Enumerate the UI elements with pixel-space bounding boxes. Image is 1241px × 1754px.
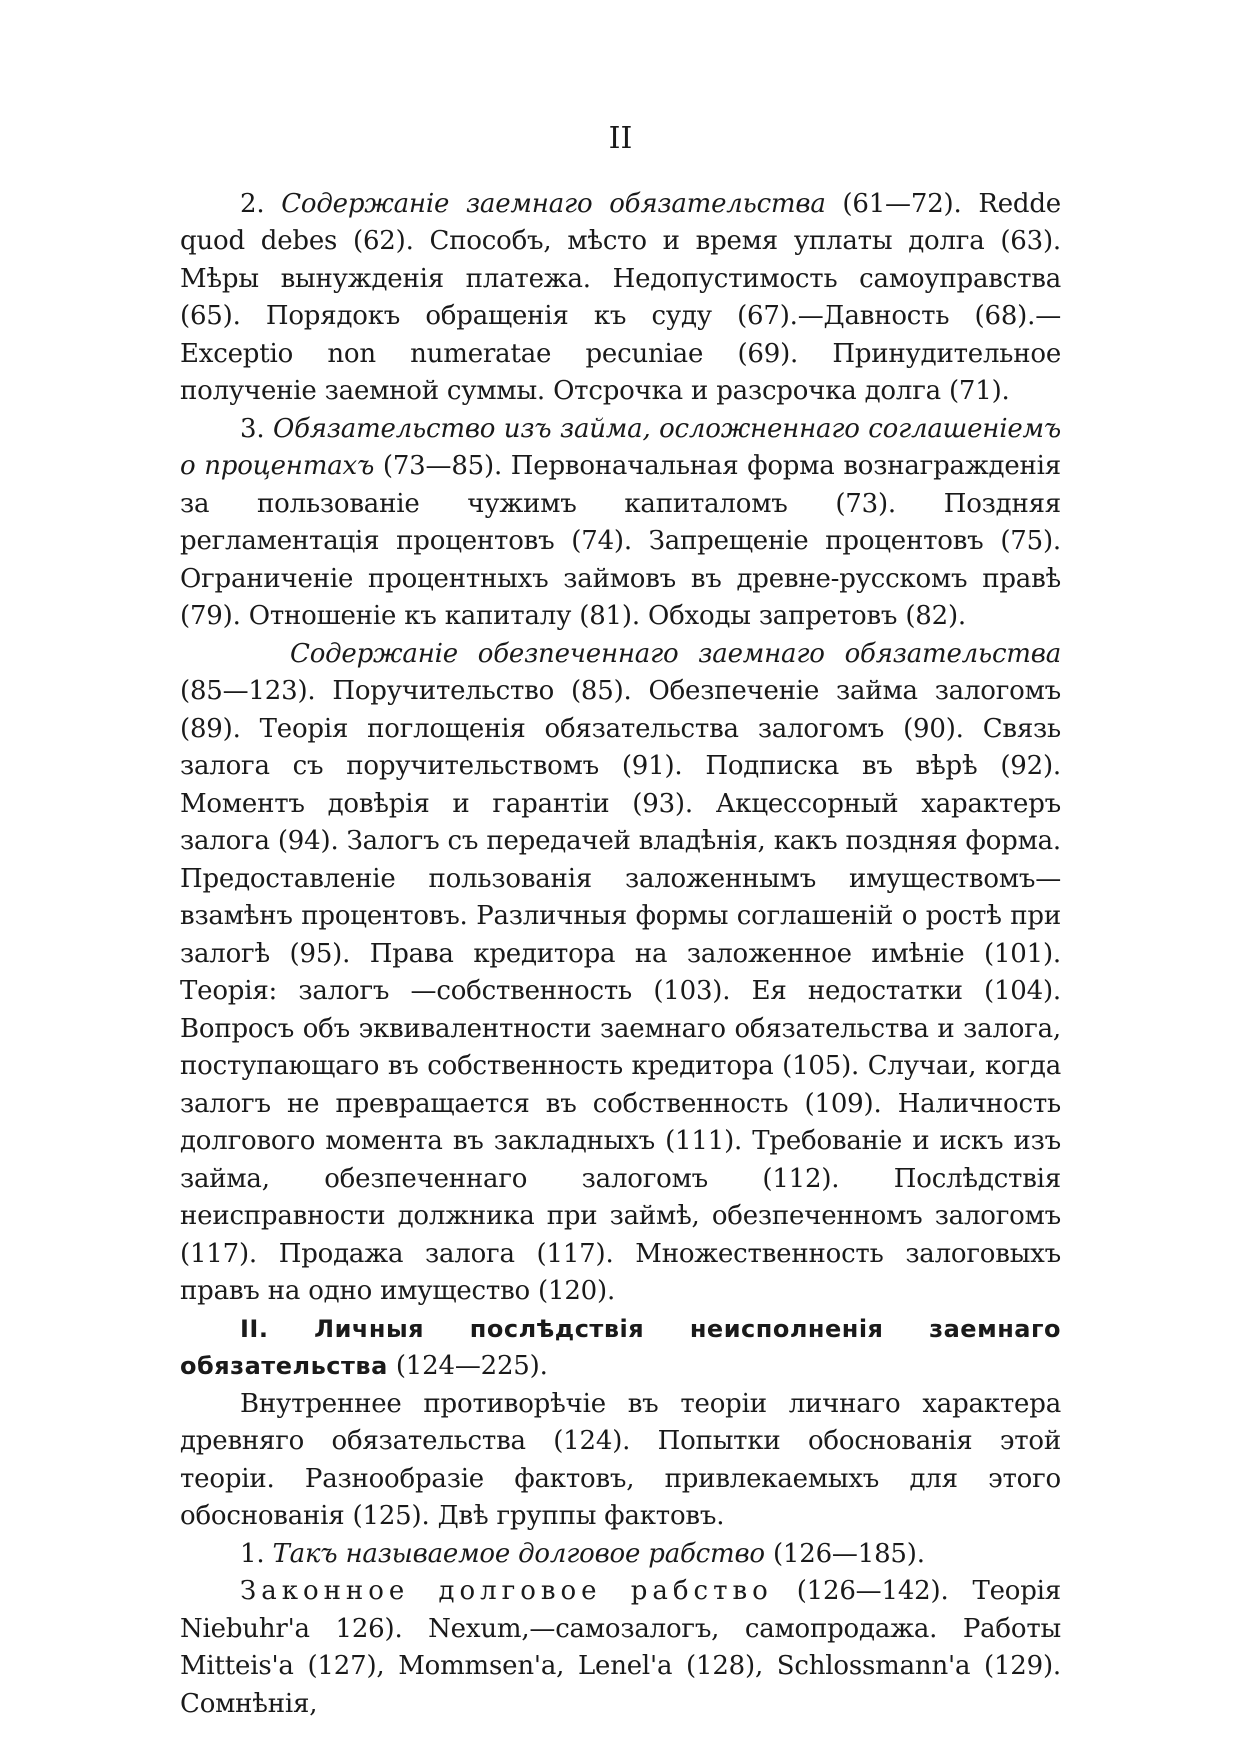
part-ii-text: Внутреннее противорѣчiе въ теорiи личнаго характера древняго обязательства (124). Попытки обоснованiя этой теорiи. Разнообразiе фактовъ, привлекаемыхъ для этого обоснованiя (125). Двѣ группы фактовъ. bbox=[180, 1388, 1061, 1531]
book-page bbox=[180, 120, 1061, 1723]
lawful-paragraph bbox=[180, 1573, 1061, 1723]
sub-1-label: 1. bbox=[240, 1538, 265, 1569]
section-2-label: 2. bbox=[240, 188, 265, 219]
section-2-text: (61—72). Redde quod debes (62). Способъ, мѣсто и время уплаты долга (63). Мѣры вынужденiя платежа. Недопустимость самоуправства (65). Порядокъ обращенiя къ суду (67).—Давность (68).—Exceptio non numeratae pecuniae (69). Принудительное полученiе заемной суммы. Отсрочка и разсрочка долга (71). bbox=[180, 188, 1061, 406]
section-2-paragraph bbox=[180, 186, 1061, 411]
part-ii-range: (124—225). bbox=[395, 1351, 548, 1381]
sub-1-paragraph bbox=[180, 1536, 1061, 1574]
page-number: II bbox=[608, 121, 633, 156]
section-4-title: Содержанiе обезпеченнаго заемнаго обязательства bbox=[290, 638, 1061, 669]
lawful-title: Законное долговое рабство bbox=[240, 1576, 773, 1606]
section-3-title: Обязательство изъ займа, осложненнаго соглашенiемъ о процентахъ bbox=[180, 413, 1061, 481]
section-4-paragraph bbox=[180, 636, 1061, 1311]
section-3-paragraph bbox=[180, 411, 1061, 636]
lawful-text: (126—142). Теорiя Niebuhr'a 126). Nexum,—самозалогъ, самопродажа. Работы Mitteis'a (127), Mommsen'a, Lenel'a (128), Schlossmann'a (129). Сомнѣнiя, bbox=[180, 1576, 1061, 1719]
part-ii-heading-paragraph bbox=[180, 1311, 1061, 1386]
section-3-text: (73—85). Первоначальная форма вознагражденiя за пользованiе чужимъ капиталомъ (73). Поздняя регламентацiя процентовъ (74). Запрещенiе процентовъ (75). Ограниченiе процентныхъ займовъ въ древне-русскомъ правѣ (79). Отношенiе къ капиталу (81). Обходы запретовъ (82). bbox=[180, 451, 1061, 631]
sub-1-range: (126—185). bbox=[772, 1538, 925, 1569]
section-2-title: Содержанiе заемнаго обязательства bbox=[281, 188, 826, 219]
section-3-label: 3. bbox=[240, 413, 265, 444]
part-ii-heading: II. Личныя послѣдствiя неисполненiя заемнаго обязательства bbox=[180, 1314, 1061, 1380]
section-4-text: (85—123). Поручительство (85). Обезпеченiе займа залогомъ (89). Теорiя поглощенiя обязательства залогомъ (90). Связь залога съ поручительствомъ (91). Подписка въ вѣрѣ (92). Моментъ довѣрiя и гарантiи (93). Акцессорный характеръ залога (94). Залогъ съ передачей владѣнiя, какъ поздняя форма. Предоставленiе пользованiя заложеннымъ имуществомъ—взамѣнъ процентовъ. Различныя формы соглашенiй о ростѣ при залогѣ (95). Права кредитора на заложенное имѣнiе (101). Теорiя: залогъ —собственность (103). Ея недостатки (104). Вопросъ объ эквивалентности заемнаго обязательства и залога, поступающаго въ собственность кредитора (105). Случаи, когда залогъ не превращается въ собственность (109). Наличность долгового момента въ закладныхъ (111). Требованiе и искъ изъ займа, обезпеченнаго залогомъ (112). Послѣдствiя неисправности должника при займѣ, обезпеченномъ залогомъ (117). Продажа залога (117). Множественность залоговыхъ правъ на одно имущество (120). bbox=[180, 676, 1061, 1306]
sub-1-title: Такъ называемое долговое рабство bbox=[272, 1538, 765, 1569]
